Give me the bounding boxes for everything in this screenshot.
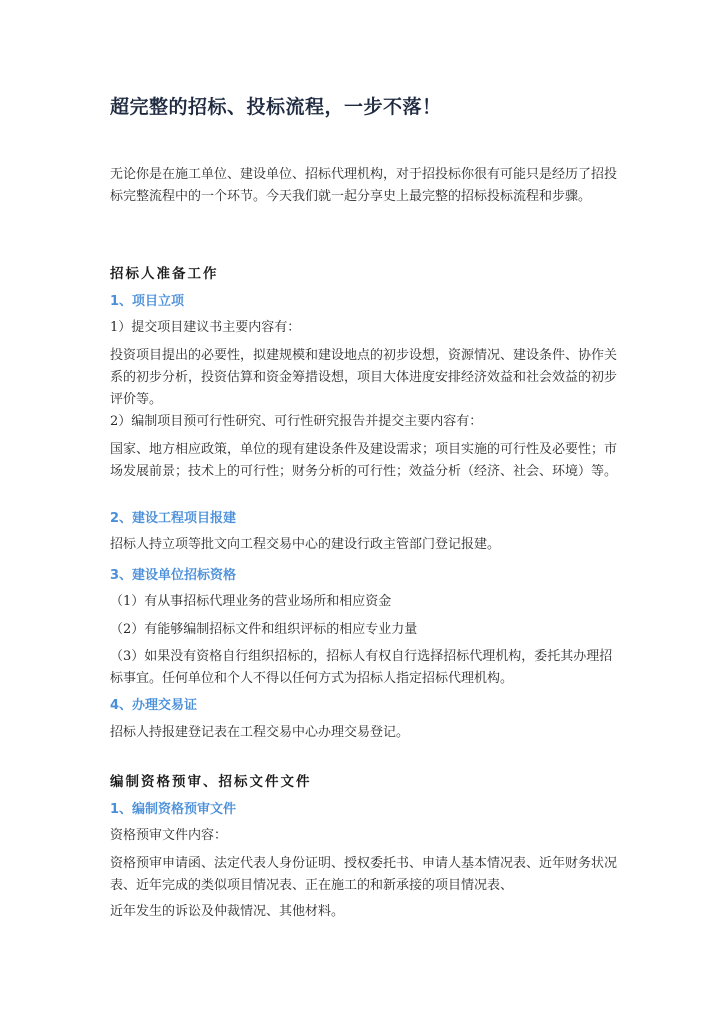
subheading-transaction-certificate: 4、办理交易证 (110, 698, 198, 713)
subheading-project-registration: 2、建设工程项目报建 (110, 511, 237, 526)
paragraph: 招标人持立项等批文向工程交易中心的建设行政主管部门登记报建。 (110, 537, 501, 552)
paragraph: 2）编制项目预可行性研究、可行性研究报告并提交主要内容有： (110, 414, 483, 429)
section-heading-documents: 编制资格预审、招标文件文件 (110, 774, 312, 790)
paragraph: （2）有能够编制招标文件和组织评标的相应专业力量 (110, 622, 418, 637)
paragraph: 资格预审申请函、法定代表人身份证明、授权委托书、申请人基本情况表、近年财务状况表、近年完成的类似项目情况表、正在施工的和新承接的项目情况表、 (110, 856, 618, 893)
subheading-project-approval: 1、项目立项 (110, 294, 185, 309)
section-heading-preparation: 招标人准备工作 (110, 266, 219, 282)
subheading-tender-qualification: 3、建设单位招标资格 (110, 568, 237, 583)
intro-paragraph: 无论你是在施工单位、建设单位、招标代理机构，对于招投标你很有可能只是经历了招投标完整流程中的一个环节。今天我们就一起分享史上最完整的招标投标流程和步骤。 (110, 167, 618, 204)
paragraph: （3）如果没有资格自行组织招标的，招标人有权自行选择招标代理机构，委托其办理招标事宜。任何单位和个人不得以任何方式为招标人指定招标代理机构。 (110, 649, 613, 686)
page-title: 超完整的招标、投标流程，一步不落！ (110, 96, 442, 118)
paragraph: 招标人持报建登记表在工程交易中心办理交易登记。 (110, 725, 410, 740)
subheading-prequalification-docs: 1、编制资格预审文件 (110, 802, 237, 817)
paragraph: 近年发生的诉讼及仲裁情况、其他材料。 (110, 904, 345, 919)
paragraph: 资格预审文件内容： (110, 828, 228, 843)
paragraph: 1）提交项目建议书主要内容有： (110, 320, 301, 335)
paragraph: 国家、地方相应政策，单位的现有建设条件及建设需求；项目实施的可行性及必要性；市场发展前景；技术上的可行性；财务分析的可行性；效益分析（经济、社会、环境）等。 (110, 442, 618, 479)
paragraph: 投资项目提出的必要性，拟建规模和建设地点的初步设想，资源情况、建设条件、协作关系的初步分析，投资估算和资金筹措设想，项目大体进度安排经济效益和社会效益的初步评价等。 (110, 348, 618, 407)
paragraph: （1）有从事招标代理业务的营业场所和相应资金 (110, 594, 392, 609)
